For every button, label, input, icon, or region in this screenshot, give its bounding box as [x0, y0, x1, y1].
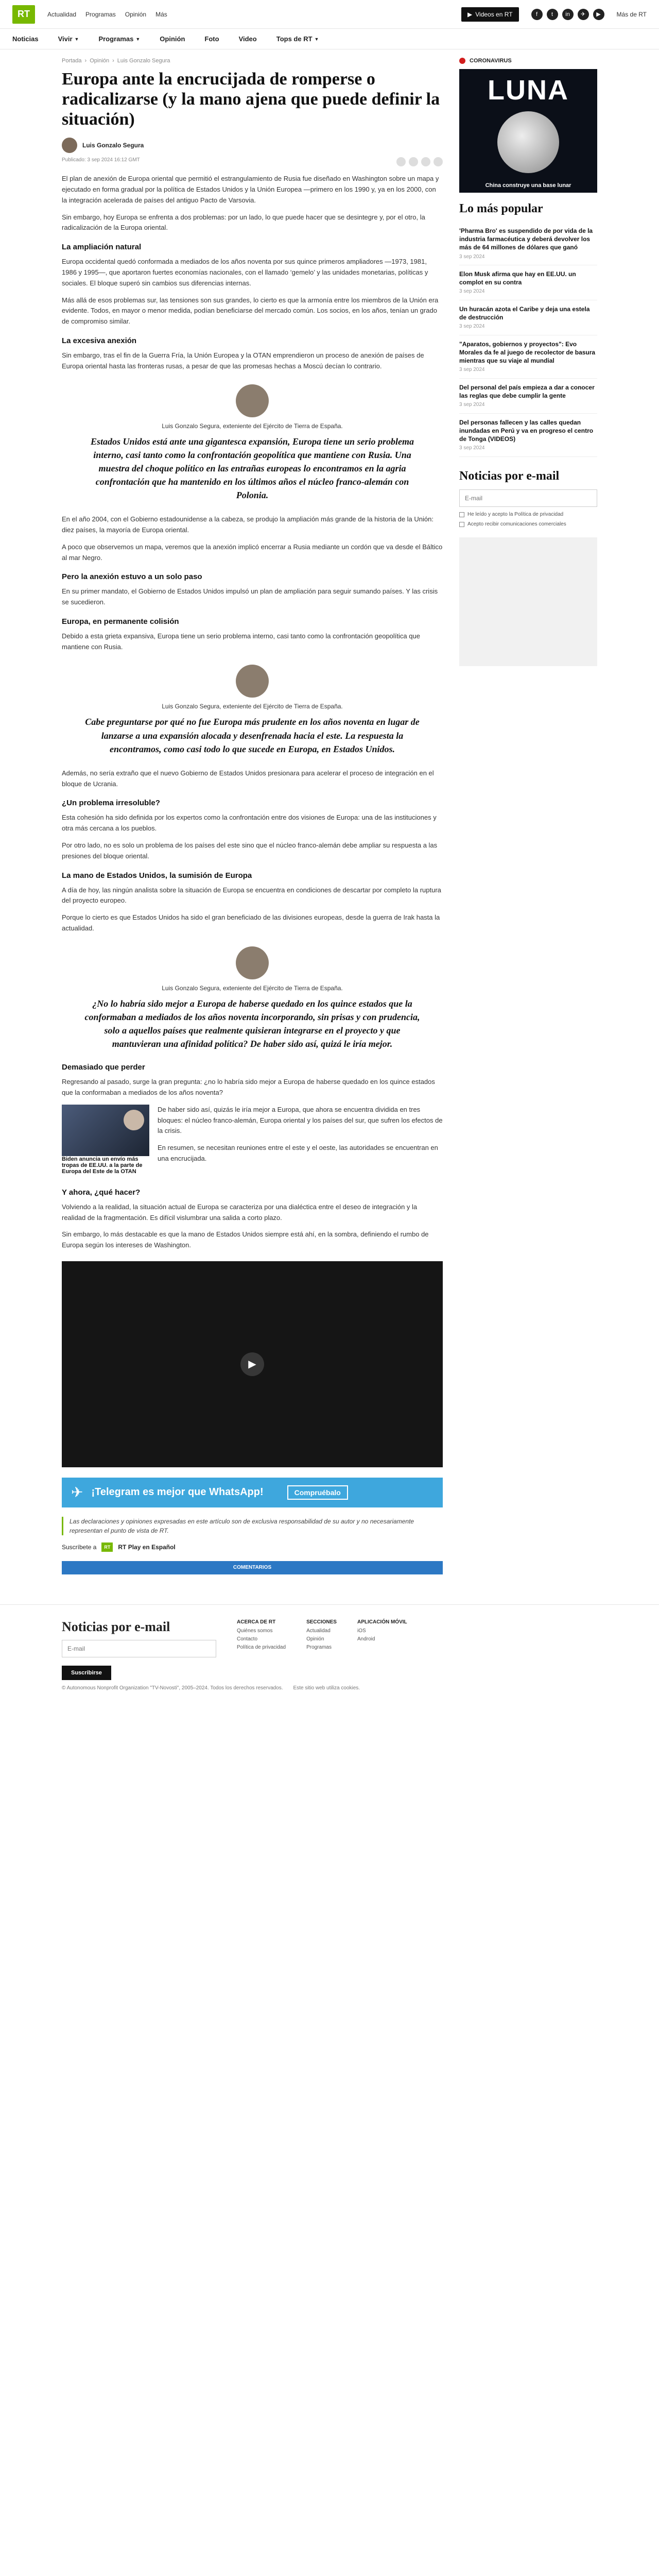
- quote-author-photo: [236, 665, 269, 698]
- section-heading: ¿Un problema irresoluble?: [62, 799, 160, 808]
- copyright: © Autonomous Nonprofit Organization "TV-Novosti", 2005–2024. Todos los derechos reservados.: [62, 1685, 283, 1691]
- paragraph: A día de hoy, las ningún analista sobre la situación de Europa se encuentra en condiciones de descartar por completo la ruptura del proyecto europeo.: [62, 886, 441, 905]
- nav-item-tops[interactable]: Tops de RT ▼: [276, 35, 319, 43]
- footer-link[interactable]: Contacto: [237, 1636, 258, 1642]
- ad-caption: China construye una base lunar: [485, 182, 571, 189]
- article: [62, 58, 443, 1584]
- article-body: [62, 174, 443, 1251]
- share-telegram-icon[interactable]: [421, 157, 430, 166]
- footer-columns: [237, 1619, 597, 1680]
- paragraph: Europa occidental quedó conformada a mediados de los años noventa por sus quince primeros ampliadores —1973, 1981, 1986 y 1995—, que aportaron fuertes economías nacionales, con el llamado ‘gemelo’ y las unidades monetarias, políticas y sociales. El bloque superó sin cambios sus diferencias internas.: [62, 258, 428, 287]
- author-link[interactable]: Luis Gonzalo Segura: [82, 142, 144, 149]
- more-rt-link[interactable]: Más de RT: [616, 10, 647, 18]
- checkbox[interactable]: [459, 512, 464, 517]
- play-icon[interactable]: ▶: [240, 1352, 264, 1376]
- pull-quote: [82, 946, 422, 1050]
- paragraph: El plan de anexión de Europa oriental que permitió el estrangulamiento de Rusia fue diseñado en Washington sobre un mapa y ejecutado en forma gradual por la política de Estados Unidos y la Unión Europea —primero en los 1990 y, ya en los 2000, con la integración acelerada de países del antiguo Pacto de Varsovia.: [62, 175, 439, 204]
- youtube-icon[interactable]: ▶: [593, 9, 604, 20]
- play-icon: ▶: [467, 10, 473, 18]
- share-facebook-icon[interactable]: [396, 157, 406, 166]
- footer-col-sections: SECCIONES Actualidad Opinión Programas: [306, 1619, 337, 1650]
- nav-item-noticias[interactable]: Noticias: [12, 35, 39, 43]
- social-row: [531, 9, 604, 20]
- section-heading: La mano de Estados Unidos, la sumisión de Europa: [62, 871, 252, 880]
- paragraph: Esta cohesión ha sido definida por los expertos como la confrontación entre dos visiones de Europa: una de las instituciones y otra más cercana a los pueblos.: [62, 814, 437, 833]
- breadcrumb-item[interactable]: Opinión: [90, 58, 110, 64]
- ad-title: LUNA: [488, 75, 569, 106]
- chevron-down-icon: ▼: [135, 36, 141, 42]
- quote-author-photo: [236, 384, 269, 417]
- publish-date: Publicado: 3 sep 2024 16:12 GMT: [62, 157, 140, 163]
- footer-email-field[interactable]: [62, 1640, 216, 1657]
- section-heading: Pero la anexión estuvo a un solo paso: [62, 572, 202, 582]
- marketing-checkbox-row[interactable]: Acepto recibir comunicaciones comerciales: [459, 521, 597, 528]
- footer-col-about: ACERCA DE RT Quiénes somos Contacto Política de privacidad: [237, 1619, 286, 1650]
- paragraph: Volviendo a la realidad, la situación actual de Europa se caracteriza por una dialéctica entre el deseo de integración y la realidad de la fragmentación. Es difícil vislumbrar una salida a corto plazo.: [62, 1202, 418, 1222]
- email-field[interactable]: [459, 489, 597, 507]
- quote-text: ¿No lo habría sido mejor a Europa de haberse quedado en los quince estados que la conformaban a mediados de los años noventa incorporando, sin prisas y con prudencia, solo a aquellos países que realmente quisieran integrarse en el proyecto y que mantuvieran una afinidad política? De haber sido así, quizá le iría mejor.: [84, 998, 420, 1049]
- live-label: CORONAVIRUS: [470, 58, 512, 64]
- subscribe-line[interactable]: [62, 1543, 443, 1552]
- popular-list: [459, 222, 597, 457]
- quote-author: Luis Gonzalo Segura, exteniente del Ejército de Tierra de España.: [162, 422, 343, 430]
- footer-link[interactable]: Opinión: [306, 1636, 324, 1642]
- nav-item-programas[interactable]: Programas ▼: [98, 35, 141, 43]
- paragraph: Además, no sería extraño que el nuevo Gobierno de Estados Unidos presionara para acelerar el proceso de integración en el bloque de Ucrania.: [62, 769, 434, 788]
- top-bar: [0, 0, 659, 29]
- nav-item-video[interactable]: Video: [238, 35, 257, 43]
- popular-item[interactable]: Elon Musk afirma que hay en EE.UU. un complot en su contra 3 sep 2024: [459, 265, 597, 300]
- rt-logo[interactable]: RT: [12, 5, 35, 24]
- checkbox[interactable]: [459, 522, 464, 527]
- nav-item-vivir[interactable]: Vivir ▼: [58, 35, 79, 43]
- related-caption[interactable]: Biden anuncia un envío más tropas de EE.UU. a la parte de Europa del Este de la OTAN: [62, 1156, 143, 1175]
- related-embed[interactable]: [62, 1105, 149, 1175]
- paragraph: Regresando al pasado, surge la gran pregunta: ¿no lo habría sido mejor a Europa de haberse quedado en los quince estados que la conformaban a mediados de los años noventa?: [62, 1078, 435, 1096]
- top-links: [47, 11, 167, 18]
- sidebar: [459, 58, 597, 1584]
- footer-newsletter: [62, 1619, 216, 1680]
- live-button[interactable]: [461, 7, 519, 22]
- top-link[interactable]: Más: [155, 10, 167, 18]
- privacy-checkbox-row[interactable]: He leído y acepto la Política de privacidad: [459, 511, 597, 518]
- section-heading: Y ahora, ¿qué hacer?: [62, 1188, 141, 1197]
- main-nav: [0, 29, 659, 49]
- section-heading: La ampliación natural: [62, 243, 142, 252]
- moon-image: [497, 111, 559, 173]
- section-heading: Europa, en permanente colisión: [62, 617, 179, 626]
- related-thumbnail[interactable]: [62, 1105, 149, 1156]
- paragraph: En su primer mandato, el Gobierno de Estados Unidos impulsó un plan de ampliación para seguir sumando países. Y las crisis se sucedieron.: [62, 587, 438, 606]
- live-label: Videos en RT: [475, 10, 513, 18]
- page-body: [62, 49, 597, 1584]
- quote-text: Cabe preguntarse por qué no fue Europa más prudente en los años noventa en lugar de lanzarse a una expansión alocada y desenfrenada hacia el este. La respuesta la encontramos, como casi todo lo que sucede en Europa, en Estados Unidos.: [85, 717, 420, 754]
- nav-item-foto[interactable]: Foto: [204, 35, 219, 43]
- rt-play-icon: RT: [101, 1543, 113, 1552]
- twitter-icon[interactable]: t: [547, 9, 558, 20]
- embed-section: [62, 1105, 443, 1179]
- ad-placeholder: [459, 537, 597, 666]
- breadcrumb-item[interactable]: Luis Gonzalo Segura: [117, 58, 170, 64]
- nav-item-opinion[interactable]: Opinión: [160, 35, 185, 43]
- subscribe-prefix: Suscríbete a: [62, 1543, 97, 1551]
- share-twitter-icon[interactable]: [409, 157, 418, 166]
- top-link[interactable]: Opinión: [125, 10, 147, 18]
- telegram-promo[interactable]: [62, 1478, 443, 1507]
- footer-bottom: [62, 1685, 597, 1691]
- telegram-promo-text: ¡Telegram es mejor que WhatsApp!: [91, 1486, 264, 1498]
- paragraph: De haber sido así, quizás le iría mejor a Europa, que ahora se encuentra dividida en tres bloques: el núcleo franco-alemán, Europa oriental y los países del sur, que sufren los efectos de la crisis.: [158, 1105, 443, 1135]
- paragraph: Sin embargo, lo más destacable es que la mano de Estados Unidos siempre está ahí, en la sombra, definiendo el rumbo de Europa según los intereses de Washington.: [62, 1230, 429, 1249]
- telegram-promo-button[interactable]: Compruébalo: [287, 1485, 348, 1500]
- section-heading: La excesiva anexión: [62, 336, 137, 346]
- footer-col-app: APLICACIÓN MÓVIL iOS Android: [357, 1619, 407, 1642]
- footer-newsletter-title: Noticias por e-mail: [62, 1619, 170, 1634]
- date-row: [62, 157, 443, 166]
- popular-item[interactable]: 'Pharma Bro' es suspendido de por vida de la industria farmacéutica y deberá devolver los más de 64 millones de dólares que ganó 3 sep 2024: [459, 222, 597, 265]
- linkedin-icon[interactable]: in: [562, 9, 574, 20]
- paragraph: En el año 2004, con el Gobierno estadounidense a la cabeza, se produjo la ampliación más grande de la historia de la Unión: diez países, la mayoría de Europa oriental.: [62, 515, 433, 534]
- popular-item[interactable]: Del personal del país empieza a dar a conocer las reglas que debe cumplir la gente 3 sep 2024: [459, 379, 597, 414]
- section-heading: Demasiado que perder: [62, 1063, 145, 1072]
- ad-banner[interactable]: [459, 69, 597, 193]
- telegram-icon[interactable]: ✈: [578, 9, 589, 20]
- popular-title: Lo más popular: [459, 202, 543, 215]
- breadcrumb: Portada › Opinión › Luis Gonzalo Segura: [62, 58, 170, 64]
- byline: [62, 138, 443, 153]
- paragraph: Debido a esta grieta expansiva, Europa tiene un serio problema interno, casi tanto como la confrontación geopolítica que mantiene con Rusia.: [62, 632, 420, 651]
- footer-link[interactable]: Actualidad: [306, 1628, 331, 1634]
- chevron-down-icon: ▼: [314, 36, 319, 42]
- newsletter-title: Noticias por e-mail: [459, 469, 560, 483]
- footer-subscribe-button[interactable]: Suscribirse: [62, 1666, 111, 1680]
- pull-quote: [82, 384, 422, 502]
- pull-quote: [82, 665, 422, 755]
- disclaimer: Las declaraciones y opiniones expresadas en este artículo son de exclusiva responsabilidad de su autor y no necesariamente representan el punto de vista de RT.: [62, 1517, 443, 1535]
- footer-link[interactable]: Android: [357, 1636, 375, 1642]
- popular-item[interactable]: "Aparatos, gobiernos y proyectos": Evo Morales da fe al juego de recolector de basura mientras que su viaje al mundial 3 sep 2024: [459, 335, 597, 379]
- paragraph: En resumen, se necesitan reuniones entre el este y el oeste, las autoridades se encuentran en una encrucijada.: [158, 1144, 438, 1162]
- share-whatsapp-icon[interactable]: [433, 157, 443, 166]
- live-dot-icon: [459, 58, 465, 64]
- quote-text: Estados Unidos está ante una gigantesca expansión, Europa tiene un serio problema interno, casi tanto como la confrontación geopolítica que mantiene con Rusia. Una muestra del choque político en las entrañas europeas lo encontramos en la agria confrontación que ha mantenido en los últimos años el núcleo franco-alemán con Polonia.: [90, 436, 414, 501]
- footer-link[interactable]: Programas: [306, 1644, 332, 1650]
- footer-link[interactable]: Política de privacidad: [237, 1644, 286, 1650]
- paragraph: Por otro lado, no es solo un problema de los países del este sino que el núcleo franco-alemán debe ampliar su respuesta a las presiones del bloque oriental.: [62, 841, 438, 860]
- live-header[interactable]: [459, 58, 597, 64]
- popular-item[interactable]: Del personas fallecen y las calles quedan inundadas en Perú y va en progreso el centro de Tonga (VIDEOS) 3 sep 2024: [459, 414, 597, 457]
- paragraph: Sin embargo, tras el fin de la Guerra Fría, la Unión Europea y la OTAN emprendieron un proceso de anexión de países de Europa oriental hasta las fronteras rusas, a pesar de que las promesas hechas a Moscú decían lo contrario.: [62, 351, 424, 370]
- paragraph: A poco que observemos un mapa, veremos que la anexión implicó encerrar a Rusia mediante un cordón que va desde el Báltico al mar Negro.: [62, 543, 443, 562]
- paragraph: Más allá de esos problemas sur, las tensiones son sus grandes, lo cierto es que la armonía entre los miembros de la Unión era evidente. Todos, en mayor o menor medida, podían beneficiarse del mercado común. Los socios, en los años, tenían un grado de compromiso similar.: [62, 296, 439, 326]
- footer-link[interactable]: Quiénes somos: [237, 1628, 273, 1634]
- breadcrumb-item[interactable]: Portada: [62, 58, 82, 64]
- footer-link[interactable]: iOS: [357, 1628, 366, 1634]
- video-player[interactable]: [62, 1261, 443, 1467]
- top-link[interactable]: Actualidad: [47, 10, 77, 18]
- facebook-icon[interactable]: f: [531, 9, 543, 20]
- popular-item[interactable]: Un huracán azota el Caribe y deja una estela de destrucción 3 sep 2024: [459, 300, 597, 335]
- avatar[interactable]: [62, 138, 77, 153]
- page-title: Europa ante la encrucijada de romperse o radicalizarse (y la mano ajena que puede definir la situación): [62, 70, 440, 129]
- newsletter-form: [459, 469, 597, 528]
- chevron-down-icon: ▼: [74, 36, 79, 42]
- cookie-note: Este sitio web utiliza cookies.: [293, 1685, 360, 1691]
- telegram-icon: ✈: [71, 1484, 83, 1501]
- footer: [0, 1604, 659, 1705]
- quote-author: Luis Gonzalo Segura, exteniente del Ejército de Tierra de España.: [162, 984, 343, 992]
- paragraph: Sin embargo, hoy Europa se enfrenta a dos problemas: por un lado, lo que puede hacer que se desintegre y, por el otro, la radicalización de la Europa oriental.: [62, 213, 425, 232]
- share-icons: [396, 157, 443, 166]
- top-link[interactable]: Programas: [85, 10, 116, 18]
- quote-author: Luis Gonzalo Segura, exteniente del Ejército de Tierra de España.: [162, 703, 343, 710]
- quote-author-photo: [236, 946, 269, 979]
- subscribe-brand[interactable]: RT Play en Español: [118, 1543, 176, 1551]
- comments-button[interactable]: COMENTARIOS: [62, 1561, 443, 1574]
- paragraph: Porque lo cierto es que Estados Unidos ha sido el gran beneficiado de las divisiones europeas, desde la guerra de Irak hasta la actualidad.: [62, 913, 440, 932]
